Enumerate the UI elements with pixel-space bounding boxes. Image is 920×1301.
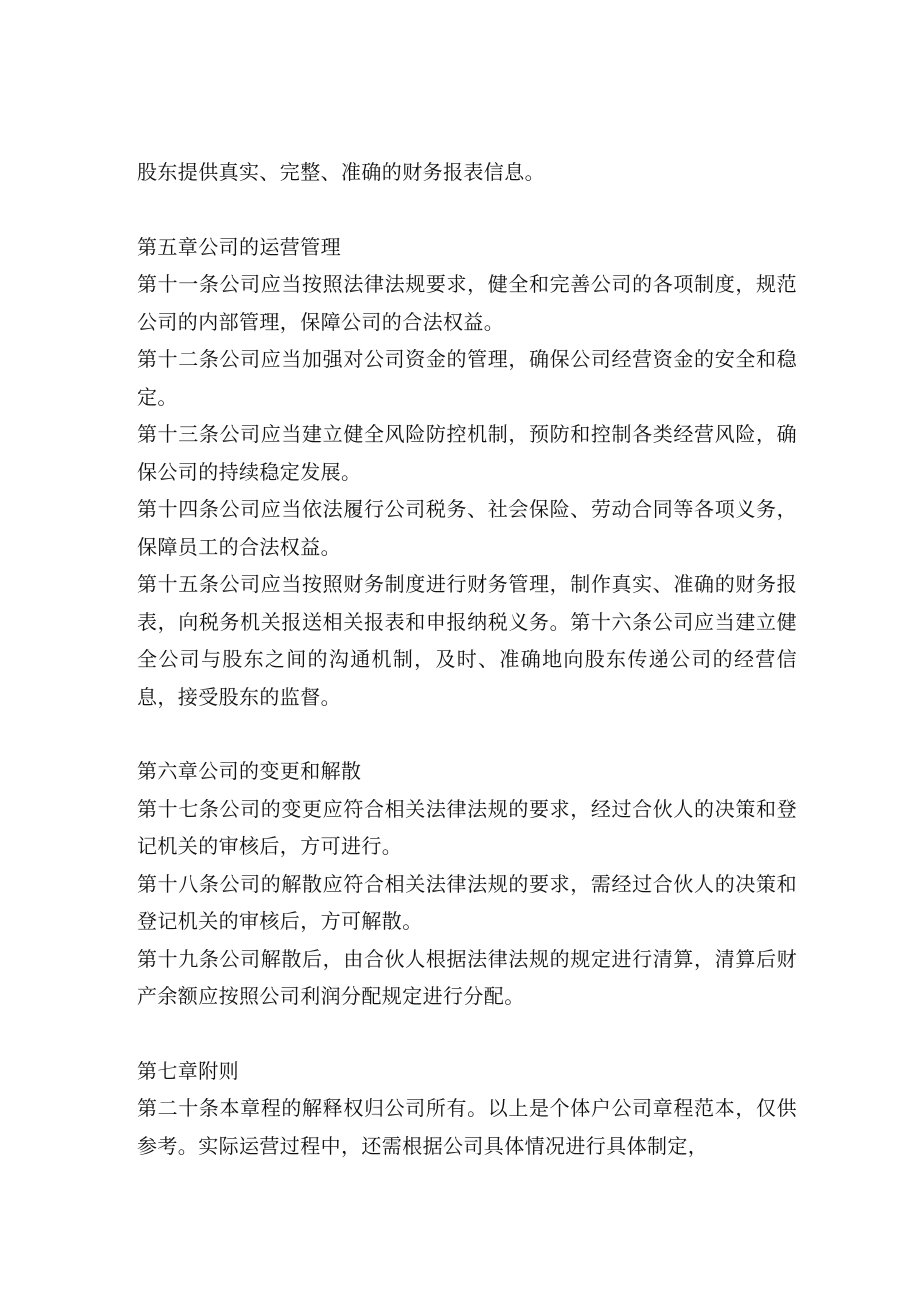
article-18: 第十八条公司的解散应符合相关法律法规的要求，需经过合伙人的决策和登记机关的审核后，方可解散。 [137, 871, 797, 933]
article-17: 第十七条公司的变更应符合相关法律法规的要求，经过合伙人的决策和登记机关的审核后，方可进行。 [137, 796, 797, 858]
article-20: 第二十条本章程的解释权归公司所有。以上是个体户公司章程范本，仅供参考。实际运营过程中，还需根据公司具体情况进行具体制定， [137, 1096, 797, 1158]
document-body [137, 154, 797, 1165]
section-spacer [137, 716, 797, 753]
article-12: 第十二条公司应当加强对公司资金的管理，确保公司经营资金的安全和稳定。 [137, 347, 797, 409]
chapter-6-heading: 第六章公司的变更和解散 [137, 759, 362, 783]
article-14: 第十四条公司应当依法履行公司税务、社会保险、劳动合同等各项义务，保障员工的合法权益。 [137, 497, 797, 559]
section-spacer [137, 1016, 797, 1053]
opening-paragraph: 股东提供真实、完整、准确的财务报表信息。 [137, 160, 545, 184]
article-13: 第十三条公司应当建立健全风险防控机制，预防和控制各类经营风险，确保公司的持续稳定发展。 [137, 422, 797, 484]
chapter-7-heading: 第七章附则 [137, 1058, 239, 1083]
chapter-5-heading: 第五章公司的运营管理 [137, 234, 341, 259]
article-15-16: 第十五条公司应当按照财务制度进行财务管理，制作真实、准确的财务报表，向税务机关报送相关报表和申报纳税义务。第十六条公司应当建立健全公司与股东之间的沟通机制，及时、准确地向股东传递公司的经营信息，接受股东的监督。 [137, 572, 797, 709]
article-19: 第十九条公司解散后，由合伙人根据法律法规的规定进行清算，清算后财产余额应按照公司利润分配规定进行分配。 [137, 946, 797, 1008]
article-11: 第十一条公司应当按照法律法规要求，健全和完善公司的各项制度，规范公司的内部管理，保障公司的合法权益。 [137, 272, 797, 334]
section-spacer [137, 192, 797, 229]
